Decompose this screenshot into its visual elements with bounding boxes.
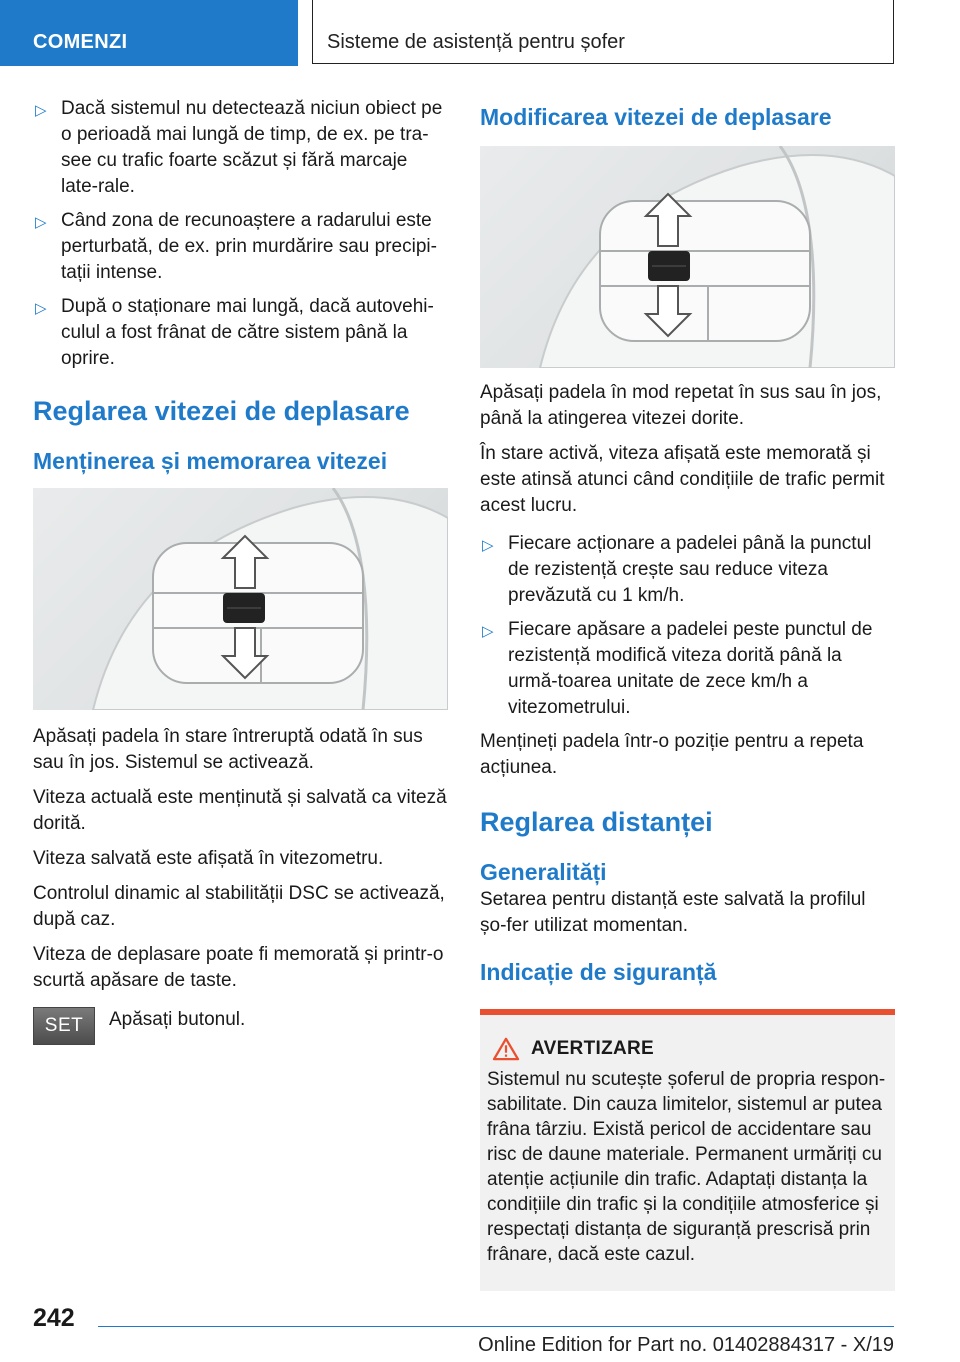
paragraph: Setarea pentru distanță este salvată la profilul șo-fer utilizat momentan. (480, 889, 866, 936)
paragraph: Viteza de deplasare poate fi memorată și printr-o scurtă apăsare de taste. (33, 944, 444, 991)
edition-text: Online Edition for Part no. 01402884317 - X/19 (478, 1334, 894, 1356)
paragraph: Apăsați padela în mod repetat în sus sau în jos, până la atingerea vitezei dorite. (480, 382, 882, 429)
list-item: ▷ Când zona de recunoaștere a radarului este perturbată, de ex. prin murdărire sau precipi-tații intense. (35, 210, 437, 283)
list-item: ▷ Fiecare acționare a padelei până la punctul de rezistență crește sau reduce viteza prevăzută cu 1 km/h. (482, 533, 872, 606)
page-header (0, 0, 960, 66)
paragraph: Viteza actuală este menținută și salvată ca viteză dorită. (33, 787, 447, 834)
subheading-general: Generalități (480, 859, 607, 885)
triangle-bullet-icon: ▷ (482, 537, 494, 554)
warning-title: AVERTIZARE (531, 1038, 654, 1059)
bullet-list-right (480, 531, 895, 721)
triangle-bullet-icon: ▷ (35, 102, 47, 119)
section-heading-distance: Reglarea distanței (480, 807, 713, 837)
steering-wheel-paddle-image-2 (480, 146, 895, 368)
warning-box (480, 1009, 895, 1291)
steering-wheel-paddle-image (33, 488, 448, 710)
paragraph: Controlul dinamic al stabilității DSC se activează, după caz. (33, 883, 445, 930)
warning-triangle-icon (491, 1037, 521, 1061)
bullet-list-left (33, 96, 448, 372)
subheading-safety: Indicație de siguranță (480, 959, 717, 985)
list-item: ▷ Fiecare apăsare a padelei peste punctul de rezistență modifică viteza dorită până la urmă-toarea unitate de zece km/h a vitezometrului. (482, 619, 873, 718)
chapter-title: Sisteme de asistență pentru șofer (327, 31, 625, 53)
paragraph: Apăsați padela în stare întreruptă odată în sus sau în jos. Sistemul se activează. (33, 726, 423, 773)
subheading-hold-speed: Menținerea și memorarea vitezei (33, 448, 388, 474)
paragraph: În stare activă, viteza afișată este memorată și este atinsă atunci când condițiile de trafic permit acest lucru. (480, 443, 885, 516)
paragraph: Mențineți padela într-o poziție pentru a repeta acțiunea. (480, 731, 864, 778)
right-column (480, 96, 895, 1291)
triangle-bullet-icon: ▷ (35, 300, 47, 317)
list-item: ▷ După o staționare mai lungă, dacă autovehi-culul a fost frânat de către sistem până la oprire. (35, 296, 434, 369)
set-button-row (33, 1003, 448, 1063)
footer-divider (98, 1326, 894, 1327)
warning-text: Sistemul nu scutește șoferul de propria respon-sabilitate. Din cauza limitelor, sistemul ar putea frâna târziu. Există pericol de accidentare sau risc de daune materiale. Permanent urmăriți cu atenție acțiunile din trafic. Adaptați distanța la condițiile din trafic și la condițiile atmosferice și respectați distanța de siguranță prescrisă prin frânare, dacă este cazul. (487, 1069, 886, 1265)
section-tab[interactable] (0, 0, 298, 66)
triangle-bullet-icon: ▷ (35, 214, 47, 231)
subheading-change-speed: Modificarea vitezei de deplasare (480, 104, 832, 130)
section-heading-speed: Reglarea vitezei de deplasare (33, 396, 410, 426)
set-instruction: Apăsați butonul. (109, 1009, 246, 1030)
page-footer (0, 1290, 960, 1362)
page-number: 242 (33, 1304, 75, 1332)
paragraph: Viteza salvată este afișată în vitezometru. (33, 848, 384, 869)
set-button-icon: SET (33, 1007, 95, 1045)
section-label: COMENZI (33, 31, 128, 53)
left-column (33, 96, 448, 1063)
chapter-box (312, 0, 894, 64)
triangle-bullet-icon: ▷ (482, 623, 494, 640)
list-item: ▷ Dacă sistemul nu detectează niciun obiect pe o perioadă mai lungă de timp, de ex. pe tra-see cu trafic foarte scăzut și fără marcaje late-rale. (35, 98, 443, 197)
